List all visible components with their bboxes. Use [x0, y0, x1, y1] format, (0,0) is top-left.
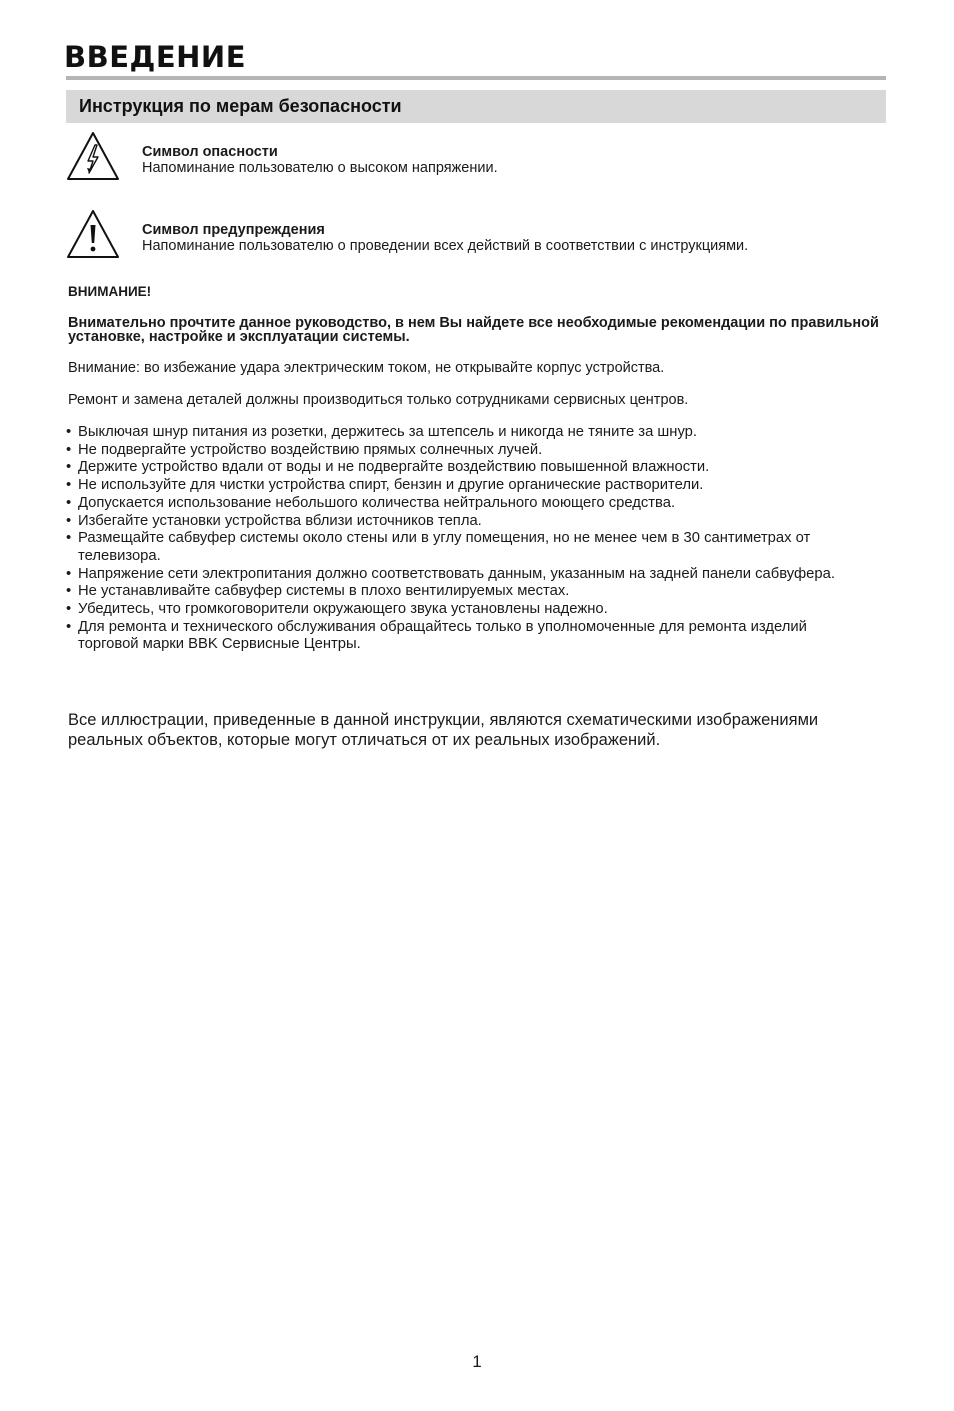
danger-symbol-title: Символ опасности — [142, 144, 278, 160]
illustration-disclaimer: Все иллюстрации, приведенные в данной инструкции, являются схематическими изображениями реальных объектов, которые могут отличаться от их реальных изображений. — [68, 711, 819, 749]
list-item: • Не устанавливайте сабвуфер системы в плохо вентилируемых местах. — [66, 583, 866, 601]
caution-symbol-description: Напоминание пользователю о проведении всех действий в соответствии с инструкциями. — [142, 238, 749, 254]
list-item: • Избегайте установки устройства вблизи источников тепла. — [66, 513, 866, 531]
warning-heading: ВНИМАНИЕ! — [68, 284, 152, 299]
section-title: Инструкция по мерам безопасности — [79, 96, 402, 116]
title-rule — [66, 76, 886, 80]
list-item: • Напряжение сети электропитания должно соответствовать данным, указанным на задней панели сабвуфера. — [66, 566, 866, 584]
caution-symbol-title: Символ предупреждения — [142, 222, 325, 238]
list-item: • Убедитесь, что громкоговорители окружающего звука установлены надежно. — [66, 601, 866, 619]
page-number: 1 — [472, 1352, 482, 1371]
list-item: • Держите устройство вдали от воды и не подвергайте воздействию повышенной влажности. — [66, 459, 866, 477]
list-item: • Не подвергайте устройство воздействию прямых солнечных лучей. — [66, 442, 866, 460]
shock-warning-paragraph: Внимание: во избежание удара электрическим током, не открывайте корпус устройства. — [68, 360, 665, 376]
repair-paragraph: Ремонт и замена деталей должны производиться только сотрудниками сервисных центров. — [68, 392, 689, 408]
list-item: • Не используйте для чистки устройства спирт, бензин и другие органические растворители. — [66, 477, 866, 495]
section-header — [66, 90, 886, 123]
warning-bold-text: Внимательно прочтите данное руководство, в нем Вы найдете все необходимые рекомендации по правильной установке, настройке и эксплуатации системы. — [68, 315, 879, 345]
list-item: • Для ремонта и технического обслуживания обращайтесь только в уполномоченные для ремонта изделий торговой марки BBK Сервисные Центры. — [66, 619, 866, 654]
list-item: • Размещайте сабвуфер системы около стены или в углу помещения, но не менее чем в 30 сантиметрах от телевизора. — [66, 530, 866, 565]
danger-symbol-description: Напоминание пользователю о высоком напряжении. — [142, 160, 498, 176]
safety-bullet-list — [66, 424, 866, 654]
lightning-warning-icon — [66, 130, 120, 187]
list-item: • Выключая шнур питания из розетки, держитесь за штепсель и никогда не тяните за шнур. — [66, 424, 866, 442]
list-item: • Допускается использование небольшого количества нейтрального моющего средства. — [66, 495, 866, 513]
exclamation-warning-icon — [66, 208, 120, 265]
page-title: ВВЕДЕНИЕ — [64, 40, 247, 74]
